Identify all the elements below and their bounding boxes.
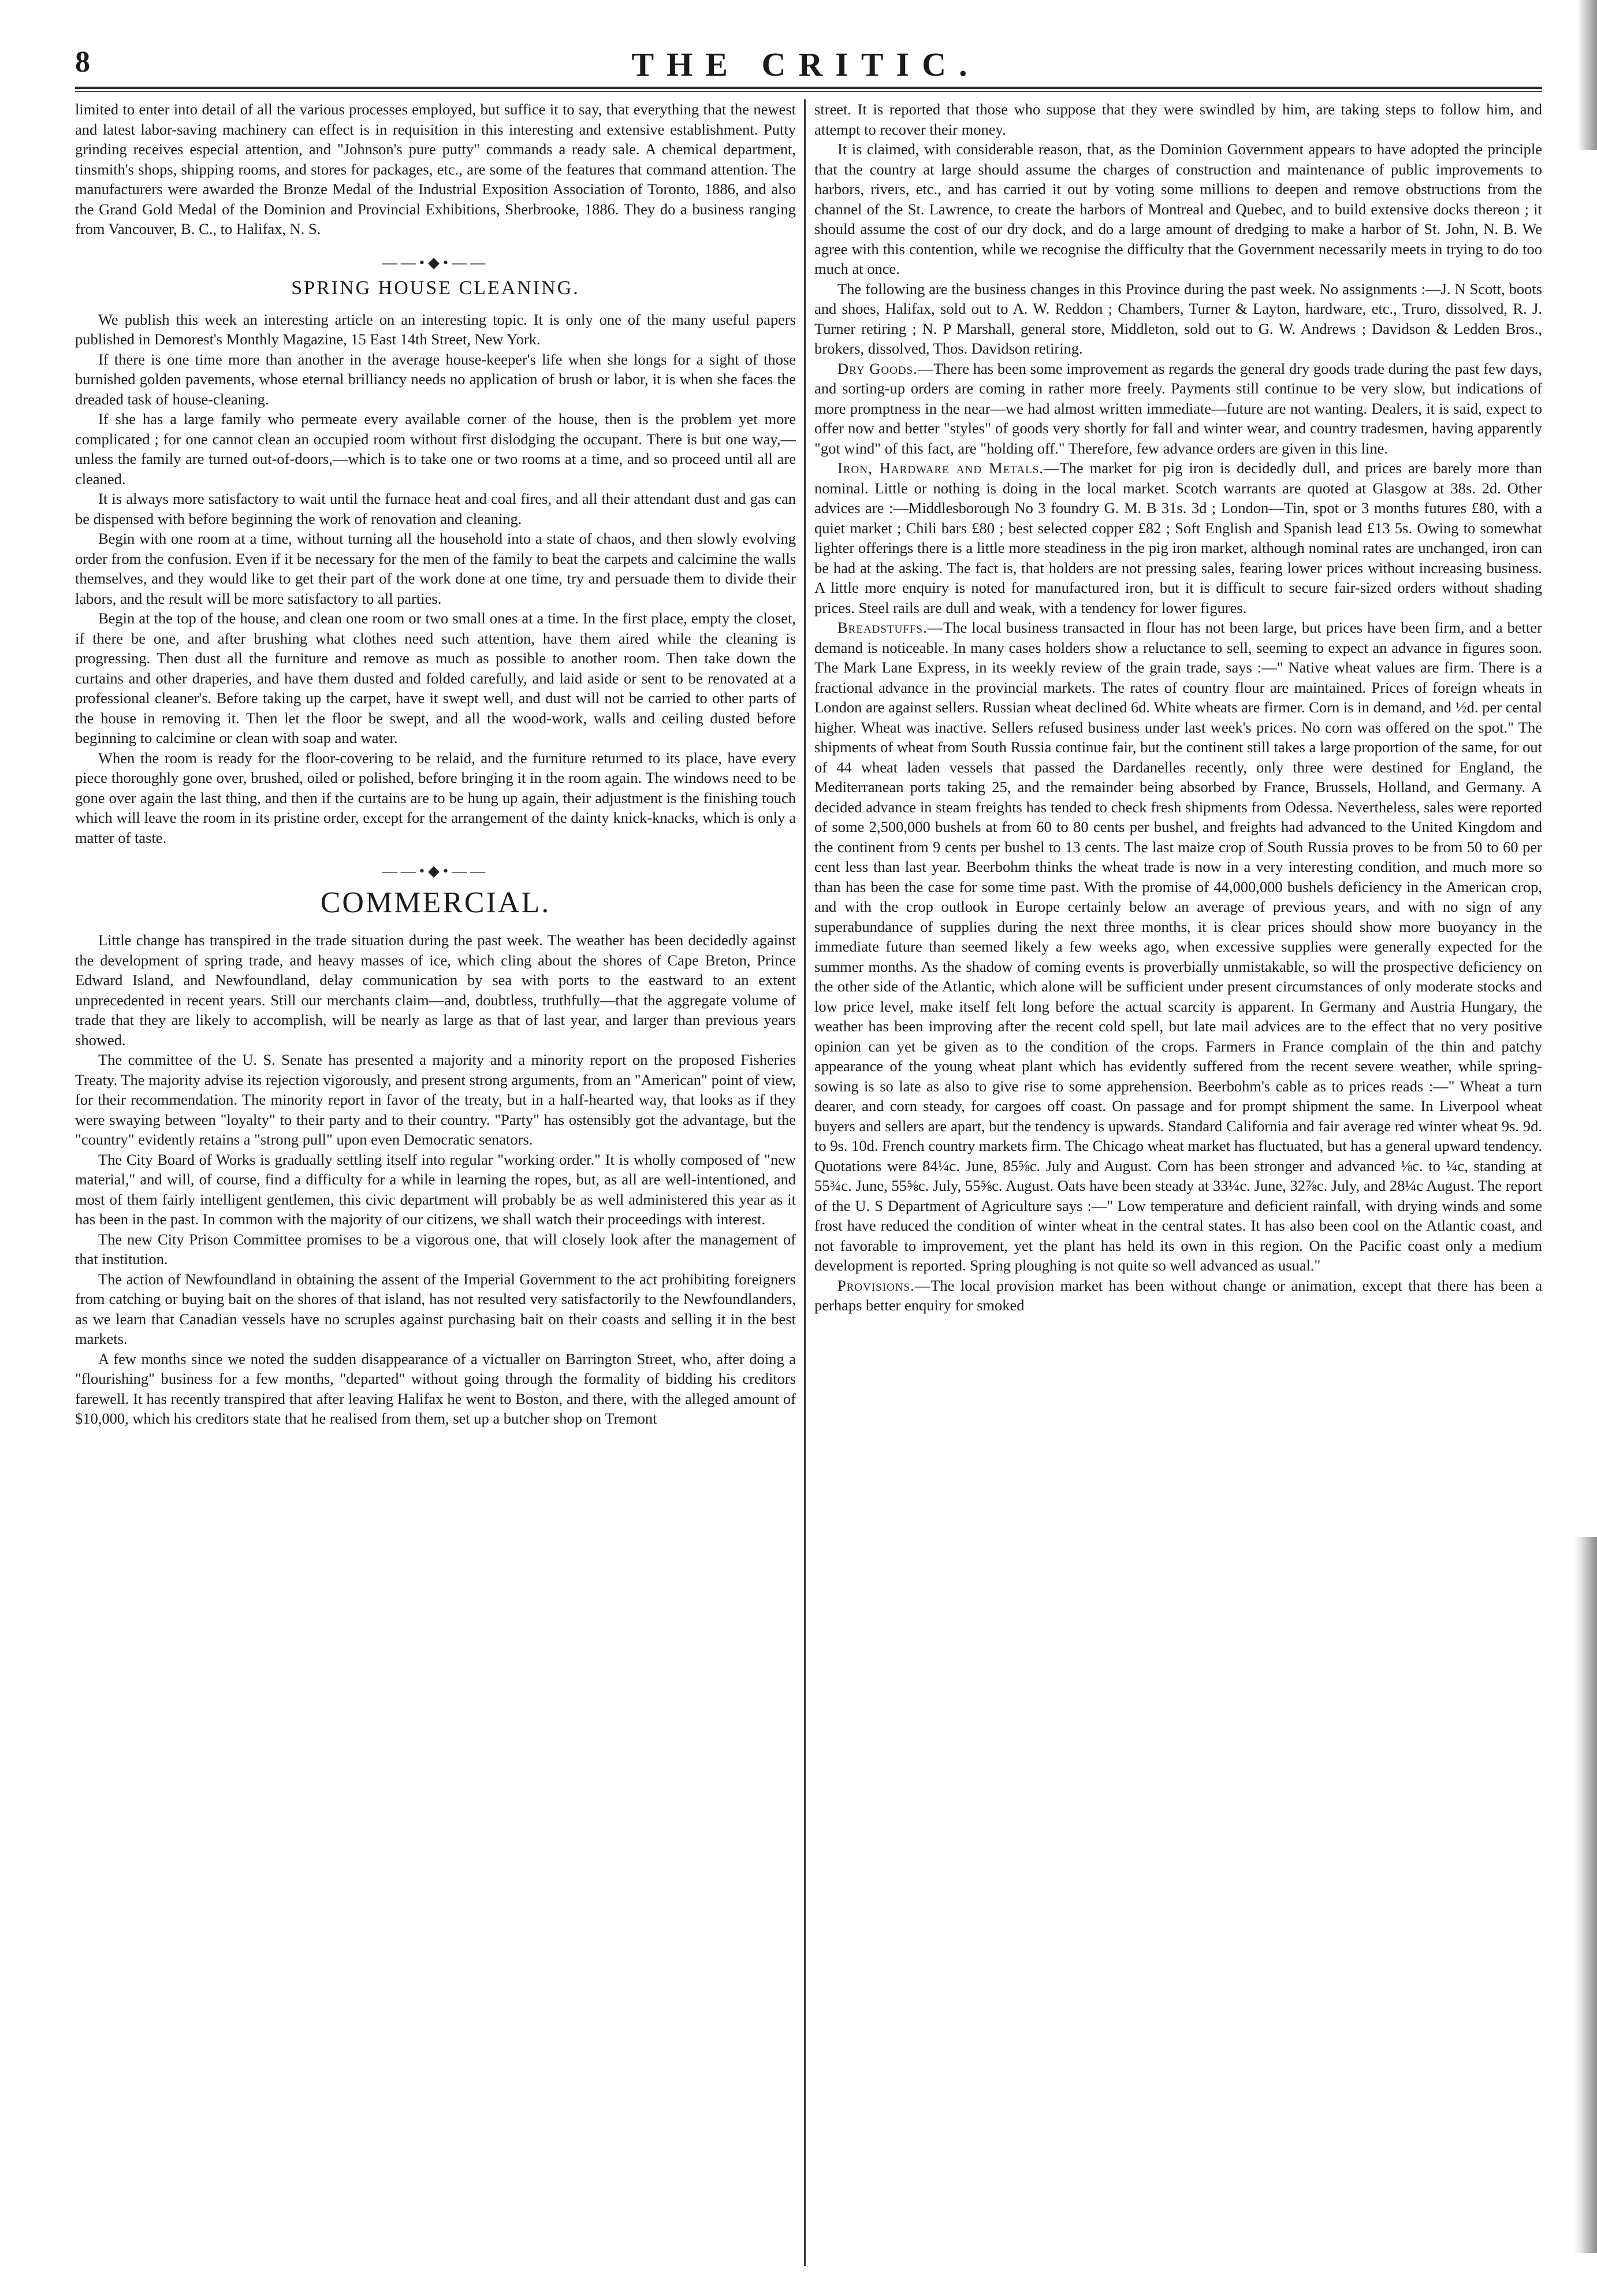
column-divider: [804, 99, 806, 2266]
iron-text: The market for pig iron is decidedly dull, and prices are barely more than nominal. Little or nothing is doing in the local market. Scotch warrants are quoted at Glasgow at 38s. 2d. Other advices are :—Middlesborough No 3 foundry G. M. B 31s. 3d ; London—Tin, spot or 3 months futures £80, with a quiet market ; Chili bars £80 ; best selected copper £82 ; Soft English and Spanish lead £13 5s. Owing to somewhat lighter offerings there is a little more steadiness in the pig iron market, although nominal rates are unchanged, iron can be had at the asking. The fact is, that holders are not pressing sales, fearing lower prices without increasing business. A little more enquiry is noted for manufactured iron, but it is difficult to secure fair-sized orders without shading prices. Steel rails are dull and weak, with a tendency for lower figures.: [814, 459, 1542, 616]
breadstuffs-lead: Breadstuffs.—: [837, 619, 944, 636]
paragraph: We publish this week an interesting article on an interesting topic. It is only one of the many useful papers published in Demorest's Monthly Magazine, 15 East 14th Street, New York.: [75, 310, 796, 348]
commercial-section-header: [75, 863, 796, 920]
provisions-paragraph: [814, 1276, 1542, 1316]
ornament-divider: ——•◆•——: [382, 254, 489, 271]
paragraph: It is always more satisfactory to wait until the furnace heat and coal fires, and all their attendant dust and gas can be dispensed with before beginning the work of renovation and cleaning.: [75, 490, 796, 527]
paragraph: The action of Newfoundland in obtaining the assent of the Imperial Government to the act prohibiting foreigners from catching or buying bait on the shores of that island, has not resulted very satisfactorily to the Newfoundlanders, as we learn that Canadian vessels have no scruples against purchasing bait on their coasts and selling it in the best markets.: [75, 1270, 796, 1347]
iron-lead: Iron, Hardware and Metals.—: [837, 459, 1060, 477]
header-rule-thin: [75, 91, 1542, 92]
paragraph: street. It is reported that those who suppose that they were swindled by him, are taking steps to follow him, and attempt to recover their money.: [814, 101, 1542, 138]
paragraph: When the room is ready for the floor-covering to be relaid, and the furniture returned to its place, have every piece thoroughly gone over, brushed, oiled or polished, before bringing it in the room again. The windows need to be gone over again the last thing, and then if the curtains are to be hung up again, their adjustment is the finishing touch which will leave the room in its pristine order, except for the arrangement of the dainty knick-knacks, which is only a matter of taste.: [75, 749, 796, 846]
paragraph: The new City Prison Committee promises to be a vigorous one, that will closely look after the management of that institution.: [75, 1230, 796, 1268]
spring-section-header: [75, 254, 796, 299]
section-heading-commercial: COMMERCIAL.: [320, 886, 551, 919]
paragraph: Begin with one room at a time, without turning all the household into a state of chaos, and then slowly evolving order from the confusion. Even if it be necessary for the men of the family to beat the carpets and calcimine the walls themselves, and they would like to get their part of the work done at one time, try and persuade them to divide their labors, and the result will be more satisfactory to all parties.: [75, 530, 796, 607]
iron-paragraph: [814, 458, 1542, 618]
page-number: 8: [75, 46, 90, 79]
paragraph: Begin at the top of the house, and clean one room or two small ones at a time. In the first place, empty the closet, if there be one, and after brushing what clothes need such attention, have them aired while the cleaning is progressing. Then dust all the furniture and remove as much as possible to another room. Then take down the curtains and other draperies, and have them dusted and folded carefully, and laid aside or sent to be renovated at a professional cleaner's. Before taking up the carpet, have it swept well, and dust will not be carried to other parts of the house in removing it. Then let the floor be swept, and all the wood-work, walls and ceiling dusted before beginning to calcimine or clean with soap and water.: [75, 610, 796, 746]
page-edge-shadow: [1577, 0, 1597, 150]
masthead: THE CRITIC.: [631, 46, 980, 83]
dry-goods-text: There has been some improvement as regards the general dry goods trade during the past few days, and sorting-up orders are coming in rather more freely. Payments still continue to be very slow, but indications of more promptness in the near—we had almost written immediate—future are not wanting. Dealers, it is said, expect to offer now and better "styles" of goods very shortly for fall and winter wear, and country tradesmen, having apparently "got wind" of this fact, are "holding off." Therefore, few advance orders are given in this line.: [814, 359, 1542, 457]
header-rule: [75, 87, 1542, 89]
left-column: [75, 99, 796, 2261]
article-continuation: limited to enter into detail of all the various processes employed, but suffice it to say, that everything that the newest and latest labor-saving machinery can effect is in requisition in this interesting and extensive establishment. Putty grinding receives especial attention, and "Johnson's pure putty" commands a ready sale. A chemical department, tinsmith's shops, shipping rooms, and stores for packages, etc., are some of the features that command attention. The manufacturers were awarded the Bronze Medal of the Industrial Exposition Association of Toronto, 1886, and also the Grand Gold Medal of the Dominion and Provincial Exhibitions, Sherbrooke, 1886. They do a business ranging from Vancouver, B. C., to Halifax, N. S.: [75, 101, 796, 237]
paragraph: It is claimed, with considerable reason, that, as the Dominion Government appears to have adopted the principle that the country at large should assume the charges of construction and maintenance of public improvements to harbors, rivers, etc., and has carried it out by voting some millions to deepen and remove obstructions from the channel of the St. Lawrence, to create the harbors of Montreal and Quebec, and to build extensive docks thereon ; it should assume the cost of our dry dock, and do a large amount of dredging to make a harbor of St. John, N. B. We agree with this contention, while we recognise the difficulty that the Government necessarily meets in trying to do too much at once.: [814, 140, 1542, 277]
breadstuffs-paragraph: [814, 618, 1542, 1276]
paragraph: The committee of the U. S. Senate has presented a majority and a minority report on the proposed Fisheries Treaty. The majority advise its rejection vigorously, and present strong arguments, from an "American" point of view, for their recommendation. The minority report in favor of the treaty, but in a half-hearted way, that looks as if they were swaying between "loyalty" to their party and to their country. "Party" has ostensibly got the advantage, but the "country" evidently retains a "strong pull" upon even Democratic senators.: [75, 1051, 796, 1148]
section-heading-spring: SPRING HOUSE CLEANING.: [291, 277, 580, 299]
paragraph: If there is one time more than another in the average house-keeper's life when she longs for a sight of those burnished golden pavements, whose eternal brilliancy needs no application of brush or labor, it is when she faces the dreaded task of house-cleaning.: [75, 350, 796, 408]
ornament-divider: ——•◆•——: [382, 863, 489, 879]
page-header: [75, 45, 1536, 86]
paragraph: If she has a large family who permeate every available corner of the house, then is the problem yet more complicated ; for one cannot clean an occupied room without first dislodging the occupant. There is but one way,—unless the family are turned out-of-doors,—which is to take one or two rooms at a time, and so proceed until all are cleaned.: [75, 410, 796, 488]
dry-goods-lead: Dry Goods.—: [837, 359, 934, 377]
right-column: [814, 99, 1542, 2261]
paragraph: The City Board of Works is gradually settling itself into regular "working order." It is wholly composed of "new material," and will, of course, find a difficulty for a while in learning the ropes, but, as all are well-intentioned, and most of them fairly intelligent gentlemen, this civic department will probably be as well administered this year as it has been in the past. In common with the majority of our citizens, we shall watch their proceedings with interest.: [75, 1150, 796, 1228]
paragraph: Little change has transpired in the trade situation during the past week. The weather has been decidedly against the development of spring trade, and heavy masses of ice, which cling about the shores of Cape Breton, Prince Edward Island, and Newfoundland, delay communication by sea with ports to the eastward to an extent unprecedented in recent years. Still our merchants claim—and, doubtless, truthfully—that the aggregate volume of trade that they are likely to accomplish, will be nearly as large as that of last year, and larger than previous years showed.: [75, 931, 796, 1049]
page-edge-shadow: [1574, 1537, 1597, 2253]
breadstuffs-text: The local business transacted in flour has not been large, but prices have been firm, and a better demand is noticeable. In many cases holders show a reluctance to sell, seeming to expect an advance in figures soon. The Mark Lane Express, in its weekly review of the grain trade, says :—" Native wheat values are firm. There is a fractional advance in the provincial markets. The rates of country flour are maintained. Prices of foreign wheats in London are against sellers. Russian wheat declined 6d. White wheats are firmer. Corn is in demand, and ½d. per cental higher. Wheat was inactive. Sellers refused business under last week's prices. No corn was offered on the spot." The shipments of wheat from South Russia continue fair, but the continent still takes a large proportion of the same, for out of 44 wheat laden vessels that passed the Dardanelles recently, only three were destined for England, the Mediterranean ports taking 25, and the remainder being absorbed by France, Brussels, Holland, and Germany. A decided advance in steam freights has tended to check fresh shipments from Odessa. Nevertheless, sales were reported of some 2,500,000 bushels at from 60 to 80 cents per bushel, and freights had advanced to the United Kingdom and the continent from 9 cents per bushel to 13 cents. The last maize crop of South Russia proves to be from 50 to 60 per cent less than last year. Beerbohm thinks the wheat trade is now in a very interesting condition, and much more so than has been the case for some time past. With the promise of 44,000,000 bushels deficiency in the American crop, and with the crop outlook in Europe certainly below an average of previous years, and with no sign of any superabundance of supplies during the next three months, it is clear prices should show more buoyancy in the immediate future than seemed likely a few weeks ago, when excessive supplies were generally expected for the summer months. As the shadow of coming events is proverbially unmistakable, so will the prospective deficiency on the other side of the Atlantic, which alone will be sufficient under present circumstances of only moderate stocks and low price level, make itself felt long before the actual scarcity is apparent. In Germany and Austria Hungary, the weather has been improving after the recent cold spell, but late mail advices are to the effect that no very positive opinion can yet be given as to the condition of the crops. Farmers in France complain of the thin and patchy appearance of the young wheat plant which has evidently suffered from the recent severe weather, while spring-sowing is so late as also to give rise to some apprehension. Beerbohm's cable as to prices reads :—" Wheat a turn dearer, and corn steady, for cargoes off coast. On passage and for prompt shipment the same. In Liverpool wheat buyers and sellers are apart, but the tendency is upwards. Standard California and fair average red winter wheat 9s. 9d. to 9s. 10d. French country markets firm. The Chicago wheat market has fluctuated, but has a general upward tendency. Quotations were 84¼c. June, 85⅝c. July and August. Corn has been stronger and advanced ⅛c. to ¼c, standing at 55¾c. June, 55⅝c. July, 55⅝c. August. Oats have been steady at 33¼c. June, 32⅞c. July, and 28¼c August. The report of the U. S Department of Agriculture says :—" Low temperature and deficient rainfall, with drying winds and some frost have reduced the condition of winter wheat in the central states. It has also been cool on the Atlantic coast, and not favorable to improvement, yet the plant has held its own in this region. On the Pacific coast only a medium development is reported. Spring ploughing is not quite so well advanced as usual.": [814, 619, 1542, 1274]
paragraph: A few months since we noted the sudden disappearance of a victualler on Barrington Street, who, after doing a "flourishing" business for a few months, "departed" without going through the formality of bidding his creditors farewell. It has recently transpired that after leaving Halifax he went to Boston, and there, with the alleged amount of $10,000, which his creditors state that he realised from them, set up a butcher shop on Tremont: [75, 1350, 796, 1427]
provisions-lead: Provisions.—: [837, 1276, 931, 1294]
provisions-text: The local provision market has been without change or animation, except that there has been a perhaps better enquiry for smoked: [814, 1276, 1542, 1314]
dry-goods-paragraph: [814, 359, 1542, 459]
paragraph: The following are the business changes in this Province during the past week. No assignments :—J. N Scott, boots and shoes, Halifax, sold out to A. W. Reddon ; Chambers, Turner & Layton, hardware, etc., Truro, dissolved, R. J. Turner retiring ; N. P Marshall, general store, Middleton, sold out to G. W. Andrews ; Davidson & Ledden Bros., brokers, dissolved, Thos. Davidson retiring.: [814, 280, 1542, 357]
